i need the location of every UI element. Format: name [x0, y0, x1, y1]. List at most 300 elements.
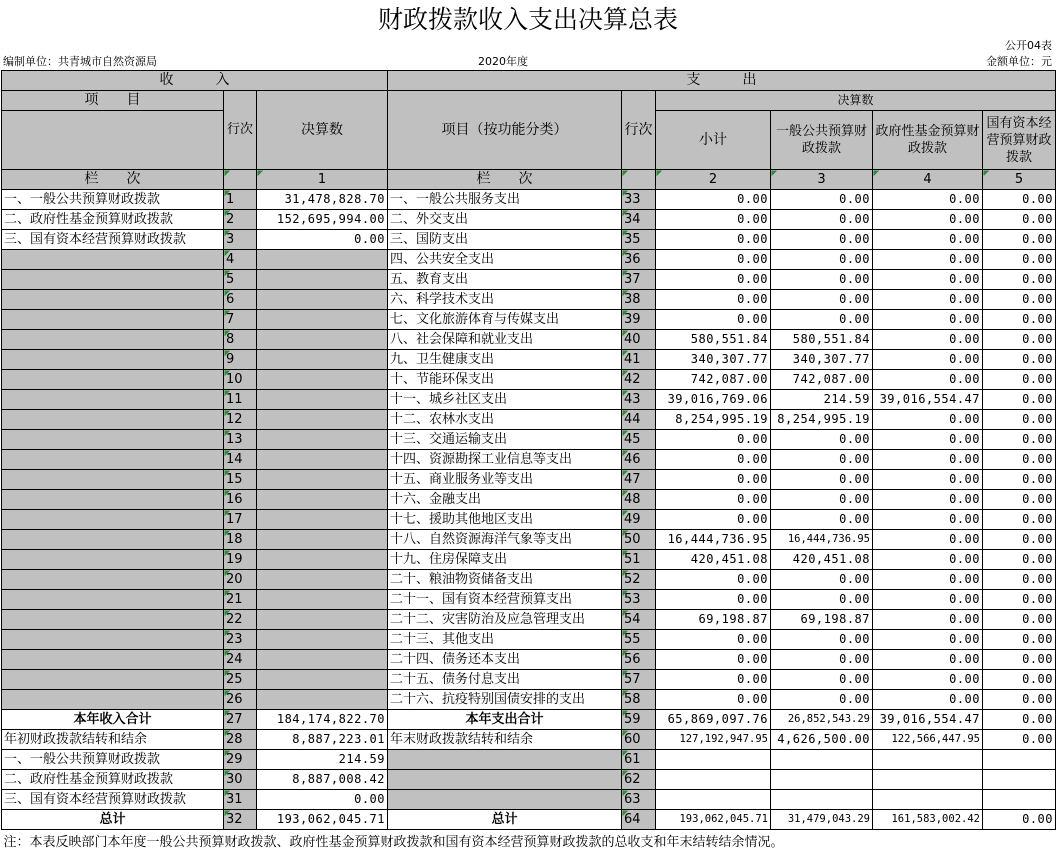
expense-subtotal: 0.00: [656, 270, 771, 290]
row-no-header: 行次: [224, 91, 257, 170]
income-item: [2, 290, 224, 310]
income-row-no: 15: [224, 470, 257, 490]
expense-state: 0.00: [983, 370, 1056, 390]
expense-row-no: 36: [622, 250, 656, 270]
grand-total-no: 32: [224, 810, 257, 830]
table-row: [2, 590, 1056, 610]
general-header: 一般公共预算财政拨款: [771, 111, 873, 170]
expense-fund: 0.00: [873, 330, 983, 350]
income-amount: 0.00: [257, 230, 388, 250]
income-item: 三、国有资本经营预算财政拨款: [2, 230, 224, 250]
income-row-no: 11: [224, 390, 257, 410]
income-amount: [257, 330, 388, 350]
income-item: [2, 570, 224, 590]
income-total-label: 本年收入合计: [2, 710, 224, 730]
expense-row-no: 53: [622, 590, 656, 610]
income-item: [2, 310, 224, 330]
expense-item: 十、节能环保支出: [388, 370, 622, 390]
expense-general: 0.00: [771, 630, 873, 650]
expense-row-no: 56: [622, 650, 656, 670]
expense-subtotal: 420,451.08: [656, 550, 771, 570]
end-balance-state: 0.00: [983, 730, 1056, 750]
income-amount: [257, 630, 388, 650]
expense-fund: 0.00: [873, 690, 983, 710]
item-header-blank: [2, 111, 224, 170]
table-row: [2, 190, 1056, 210]
expense-fund: 0.00: [873, 610, 983, 630]
income-item: 二、政府性基金预算财政拨款: [2, 210, 224, 230]
expense-subtotal: 0.00: [656, 650, 771, 670]
grand-total-amount: 193,062,045.71: [257, 810, 388, 830]
expense-general: 0.00: [771, 570, 873, 590]
expense-item: 二十一、国有资本经营预算支出: [388, 590, 622, 610]
income-amount: [257, 570, 388, 590]
begin-fund-label: 二、政府性基金预算财政拨款: [2, 770, 224, 790]
expense-state: 0.00: [983, 650, 1056, 670]
expense-state: 0.00: [983, 470, 1056, 490]
income-amount: 152,695,994.00: [257, 210, 388, 230]
expense-general: 742,087.00: [771, 370, 873, 390]
table-row: [2, 670, 1056, 690]
expense-item: 十一、城乡社区支出: [388, 390, 622, 410]
grand-total-label: 总计: [2, 810, 224, 830]
expense-row-no: 37: [622, 270, 656, 290]
table-row: [2, 290, 1056, 310]
income-item: [2, 670, 224, 690]
income-amount: [257, 290, 388, 310]
expense-item: 十八、自然资源海洋气象等支出: [388, 530, 622, 550]
table-row: [2, 570, 1056, 590]
income-item: 一、一般公共预算财政拨款: [2, 190, 224, 210]
begin-general-label: 一、一般公共预算财政拨款: [2, 750, 224, 770]
income-item: [2, 610, 224, 630]
income-item: [2, 450, 224, 470]
expense-fund: 39,016,554.47: [873, 390, 983, 410]
subtotal-header: 小计: [656, 111, 771, 170]
exp-item-header: 项目（按功能分类）: [388, 91, 622, 170]
expense-general: 0.00: [771, 670, 873, 690]
expense-state: 0.00: [983, 390, 1056, 410]
begin-state-label: 三、国有资本经营预算财政拨款: [2, 790, 224, 810]
income-amount: [257, 450, 388, 470]
expense-item: 十七、援助其他地区支出: [388, 510, 622, 530]
expense-state: 0.00: [983, 250, 1056, 270]
table-row: [2, 250, 1056, 270]
expense-state: 0.00: [983, 630, 1056, 650]
expense-state: 0.00: [983, 350, 1056, 370]
table-row: [2, 610, 1056, 630]
footnote: 注：本表反映部门本年度一般公共预算财政拨款、政府性基金预算财政拨款和国有资本经营预算财政拨款的总收支和年末结转结余情况。: [2, 830, 1056, 854]
expense-row-no: 38: [622, 290, 656, 310]
col-3: 3: [771, 170, 873, 190]
expense-general: 0.00: [771, 690, 873, 710]
expense-item: 五、教育支出: [388, 270, 622, 290]
expense-row-no: 33: [622, 190, 656, 210]
income-item: [2, 250, 224, 270]
expense-subtotal: 0.00: [656, 210, 771, 230]
expense-fund: 0.00: [873, 210, 983, 230]
expense-fund: 0.00: [873, 250, 983, 270]
income-row-no: 8: [224, 330, 257, 350]
expense-row-no: 35: [622, 230, 656, 250]
expense-row-no: 58: [622, 690, 656, 710]
expense-general: 0.00: [771, 290, 873, 310]
grand-out-fund: 161,583,002.42: [873, 810, 983, 830]
col-2: 2: [656, 170, 771, 190]
report-year: 2020年度: [478, 54, 528, 70]
expense-subtotal: 8,254,995.19: [656, 410, 771, 430]
amount-header: 决算数: [257, 91, 388, 170]
income-amount: [257, 610, 388, 630]
expense-header: 支 出: [388, 71, 1056, 91]
expense-fund: 0.00: [873, 510, 983, 530]
begin-general-amount: 214.59: [257, 750, 388, 770]
income-item: [2, 390, 224, 410]
income-item: [2, 650, 224, 670]
grand-out-subtotal: 193,062,045.71: [656, 810, 771, 830]
begin-fund-no: 30: [224, 770, 257, 790]
expense-general: 214.59: [771, 390, 873, 410]
table-row: [2, 530, 1056, 550]
blank-cell: [388, 750, 622, 770]
expense-row-no: 34: [622, 210, 656, 230]
expense-row-no: 47: [622, 470, 656, 490]
expense-general: 0.00: [771, 450, 873, 470]
income-item: [2, 370, 224, 390]
expense-item: 三、国防支出: [388, 230, 622, 250]
expense-row-no: 40: [622, 330, 656, 350]
grand-out-state: 0.00: [983, 810, 1056, 830]
income-amount: [257, 270, 388, 290]
income-amount: 31,478,828.70: [257, 190, 388, 210]
expense-subtotal: 0.00: [656, 190, 771, 210]
income-row-no: 25: [224, 670, 257, 690]
currency-unit: 金额单位：元: [986, 54, 1052, 70]
expense-row-no: 57: [622, 670, 656, 690]
income-row-no: 2: [224, 210, 257, 230]
income-amount: [257, 590, 388, 610]
begin-balance-amount: 8,887,223.01: [257, 730, 388, 750]
begin-balance-label: 年初财政拨款结转和结余: [2, 730, 224, 750]
income-row-no: 1: [224, 190, 257, 210]
expense-subtotal: 0.00: [656, 510, 771, 530]
begin-fund-amount: 8,887,008.42: [257, 770, 388, 790]
expense-total-fund: 39,016,554.47: [873, 710, 983, 730]
income-item: [2, 690, 224, 710]
income-amount: [257, 470, 388, 490]
expense-general: 16,444,736.95: [771, 530, 873, 550]
income-item: [2, 410, 224, 430]
expense-state: 0.00: [983, 310, 1056, 330]
end-balance-general: 4,626,500.00: [771, 730, 873, 750]
expense-subtotal: 69,198.87: [656, 610, 771, 630]
income-amount: [257, 530, 388, 550]
expense-fund: 0.00: [873, 230, 983, 250]
expense-total-state: 0.00: [983, 710, 1056, 730]
blank-cell: [388, 770, 622, 790]
col-label-blank: [224, 170, 257, 190]
expense-state: 0.00: [983, 510, 1056, 530]
blank-cell: [388, 790, 622, 810]
expense-fund: 0.00: [873, 190, 983, 210]
expense-state: 0.00: [983, 550, 1056, 570]
exp-amount-header: 决算数: [656, 91, 1056, 111]
income-amount: [257, 550, 388, 570]
form-number: 公开04表: [1005, 38, 1052, 54]
expense-subtotal: 39,016,769.06: [656, 390, 771, 410]
expense-subtotal: 340,307.77: [656, 350, 771, 370]
expense-fund: 0.00: [873, 270, 983, 290]
income-item: [2, 490, 224, 510]
income-row-no: 13: [224, 430, 257, 450]
expense-state: 0.00: [983, 270, 1056, 290]
expense-row-no: 49: [622, 510, 656, 530]
table-row: [2, 630, 1056, 650]
income-row-no: 19: [224, 550, 257, 570]
expense-row-no: 42: [622, 370, 656, 390]
expense-subtotal: 0.00: [656, 430, 771, 450]
expense-state: 0.00: [983, 490, 1056, 510]
expense-fund: 0.00: [873, 650, 983, 670]
expense-item: 二十二、灾害防治及应急管理支出: [388, 610, 622, 630]
expense-state: 0.00: [983, 230, 1056, 250]
expense-item: 七、文化旅游体育与传媒支出: [388, 310, 622, 330]
income-item: [2, 550, 224, 570]
expense-subtotal: 0.00: [656, 630, 771, 650]
grand-out-label: 总计: [388, 810, 622, 830]
income-item: [2, 270, 224, 290]
income-row-no: 5: [224, 270, 257, 290]
expense-state: 0.00: [983, 690, 1056, 710]
income-amount: [257, 390, 388, 410]
expense-row-no: 55: [622, 630, 656, 650]
table-row: [2, 370, 1056, 390]
expense-fund: 0.00: [873, 450, 983, 470]
expense-row-no: 39: [622, 310, 656, 330]
expense-item: 十三、交通运输支出: [388, 430, 622, 450]
income-row-no: 21: [224, 590, 257, 610]
fund-header: 政府性基金预算财政拨款: [873, 111, 983, 170]
table-row: [2, 390, 1056, 410]
income-row-no: 26: [224, 690, 257, 710]
expense-fund: 0.00: [873, 310, 983, 330]
expense-fund: 0.00: [873, 470, 983, 490]
expense-general: 0.00: [771, 490, 873, 510]
expense-state: 0.00: [983, 670, 1056, 690]
income-row-no: 24: [224, 650, 257, 670]
expense-item: 九、卫生健康支出: [388, 350, 622, 370]
expense-total-label: 本年支出合计: [388, 710, 622, 730]
income-amount: [257, 490, 388, 510]
col-label-2: 栏 次: [388, 170, 622, 190]
expense-item: 十九、住房保障支出: [388, 550, 622, 570]
income-amount: [257, 510, 388, 530]
end-balance-label: 年末财政拨款结转和结余: [388, 730, 622, 750]
expense-general: 0.00: [771, 210, 873, 230]
income-item: [2, 530, 224, 550]
expense-fund: 0.00: [873, 570, 983, 590]
income-amount: [257, 410, 388, 430]
begin-state-no: 31: [224, 790, 257, 810]
expense-item: 二十五、债务付息支出: [388, 670, 622, 690]
expense-state: 0.00: [983, 430, 1056, 450]
expense-general: 0.00: [771, 510, 873, 530]
table-row: [2, 410, 1056, 430]
expense-subtotal: 0.00: [656, 570, 771, 590]
expense-subtotal: 16,444,736.95: [656, 530, 771, 550]
expense-fund: 0.00: [873, 550, 983, 570]
expense-item: 十六、金融支出: [388, 490, 622, 510]
income-row-no: 22: [224, 610, 257, 630]
expense-subtotal: 0.00: [656, 670, 771, 690]
expense-item: 二、外交支出: [388, 210, 622, 230]
table-row: [2, 310, 1056, 330]
table-row: [2, 350, 1056, 370]
expense-item: 二十三、其他支出: [388, 630, 622, 650]
expense-general: 420,451.08: [771, 550, 873, 570]
income-row-no: 3: [224, 230, 257, 250]
expense-subtotal: 0.00: [656, 230, 771, 250]
grand-out-no: 64: [622, 810, 656, 830]
expense-subtotal: 0.00: [656, 250, 771, 270]
income-amount: [257, 690, 388, 710]
expense-subtotal: 0.00: [656, 450, 771, 470]
expense-total-no: 59: [622, 710, 656, 730]
expense-row-no: 46: [622, 450, 656, 470]
expense-fund: 0.00: [873, 290, 983, 310]
expense-row-no: 44: [622, 410, 656, 430]
table-row: [2, 690, 1056, 710]
income-total-no: 27: [224, 710, 257, 730]
income-row-no: 14: [224, 450, 257, 470]
expense-general: 0.00: [771, 310, 873, 330]
income-row-no: 18: [224, 530, 257, 550]
expense-row-no: 48: [622, 490, 656, 510]
col-1: 1: [257, 170, 388, 190]
income-item: [2, 350, 224, 370]
expense-fund: 0.00: [873, 590, 983, 610]
expense-state: 0.00: [983, 610, 1056, 630]
begin-state-amount: 0.00: [257, 790, 388, 810]
expense-fund: 0.00: [873, 350, 983, 370]
expense-general: 8,254,995.19: [771, 410, 873, 430]
table-row: [2, 230, 1056, 250]
begin-balance-no: 28: [224, 730, 257, 750]
expense-state: 0.00: [983, 210, 1056, 230]
expense-fund: 0.00: [873, 370, 983, 390]
expense-item: 十四、资源勘探工业信息等支出: [388, 450, 622, 470]
expense-fund: 0.00: [873, 410, 983, 430]
expense-item: 一、一般公共服务支出: [388, 190, 622, 210]
expense-general: 0.00: [771, 650, 873, 670]
grand-out-general: 31,479,043.29: [771, 810, 873, 830]
income-row-no: 16: [224, 490, 257, 510]
state-header: 国有资本经营预算财政拨款: [983, 111, 1056, 170]
page-title: 财政拨款收入支出决算总表: [0, 0, 1056, 38]
expense-subtotal: 0.00: [656, 290, 771, 310]
expense-state: 0.00: [983, 590, 1056, 610]
expense-state: 0.00: [983, 410, 1056, 430]
expense-row-no: 54: [622, 610, 656, 630]
expense-item: 四、公共安全支出: [388, 250, 622, 270]
expense-row-no: 51: [622, 550, 656, 570]
income-amount: [257, 370, 388, 390]
expense-item: 二十六、抗疫特别国债安排的支出: [388, 690, 622, 710]
item-header: 项 目: [2, 91, 224, 111]
expense-fund: 0.00: [873, 670, 983, 690]
income-row-no: 17: [224, 510, 257, 530]
income-item: [2, 590, 224, 610]
expense-general: 0.00: [771, 470, 873, 490]
income-item: [2, 430, 224, 450]
expense-total-subtotal: 65,869,097.76: [656, 710, 771, 730]
table-row: [2, 510, 1056, 530]
expense-general: 0.00: [771, 590, 873, 610]
expense-item: 六、科学技术支出: [388, 290, 622, 310]
expense-subtotal: 742,087.00: [656, 370, 771, 390]
expense-state: 0.00: [983, 330, 1056, 350]
income-row-no: 9: [224, 350, 257, 370]
expense-subtotal: 580,551.84: [656, 330, 771, 350]
income-total-amount: 184,174,822.70: [257, 710, 388, 730]
income-row-no: 4: [224, 250, 257, 270]
table-row: [2, 470, 1056, 490]
income-row-no: 20: [224, 570, 257, 590]
exp-row-no-header: 行次: [622, 91, 656, 170]
table-row: [2, 270, 1056, 290]
income-row-no: 6: [224, 290, 257, 310]
expense-general: 580,551.84: [771, 330, 873, 350]
expense-state: 0.00: [983, 570, 1056, 590]
blank-row-no: 61: [622, 750, 656, 770]
income-amount: [257, 670, 388, 690]
expense-item: 十二、农林水支出: [388, 410, 622, 430]
begin-general-no: 29: [224, 750, 257, 770]
expense-subtotal: 0.00: [656, 470, 771, 490]
expense-state: 0.00: [983, 290, 1056, 310]
expense-item: 二十、粮油物资储备支出: [388, 570, 622, 590]
expense-general: 0.00: [771, 430, 873, 450]
table-row: [2, 490, 1056, 510]
expense-item: 十五、商业服务业等支出: [388, 470, 622, 490]
col-label: 栏 次: [2, 170, 224, 190]
end-balance-no: 60: [622, 730, 656, 750]
expense-subtotal: 0.00: [656, 490, 771, 510]
expense-fund: 0.00: [873, 630, 983, 650]
income-amount: [257, 250, 388, 270]
expense-general: 0.00: [771, 190, 873, 210]
expense-total-general: 26,852,543.29: [771, 710, 873, 730]
expense-subtotal: 0.00: [656, 310, 771, 330]
expense-state: 0.00: [983, 530, 1056, 550]
expense-state: 0.00: [983, 450, 1056, 470]
expense-item: 二十四、债务还本支出: [388, 650, 622, 670]
income-row-no: 12: [224, 410, 257, 430]
income-amount: [257, 430, 388, 450]
table-row: [2, 210, 1056, 230]
expense-row-no: 41: [622, 350, 656, 370]
table-row: [2, 430, 1056, 450]
income-amount: [257, 310, 388, 330]
income-row-no: 23: [224, 630, 257, 650]
expense-fund: 0.00: [873, 490, 983, 510]
table-row: [2, 550, 1056, 570]
table-row: [2, 650, 1056, 670]
income-row-no: 7: [224, 310, 257, 330]
income-row-no: 10: [224, 370, 257, 390]
expense-general: 340,307.77: [771, 350, 873, 370]
expense-item: 八、社会保障和就业支出: [388, 330, 622, 350]
